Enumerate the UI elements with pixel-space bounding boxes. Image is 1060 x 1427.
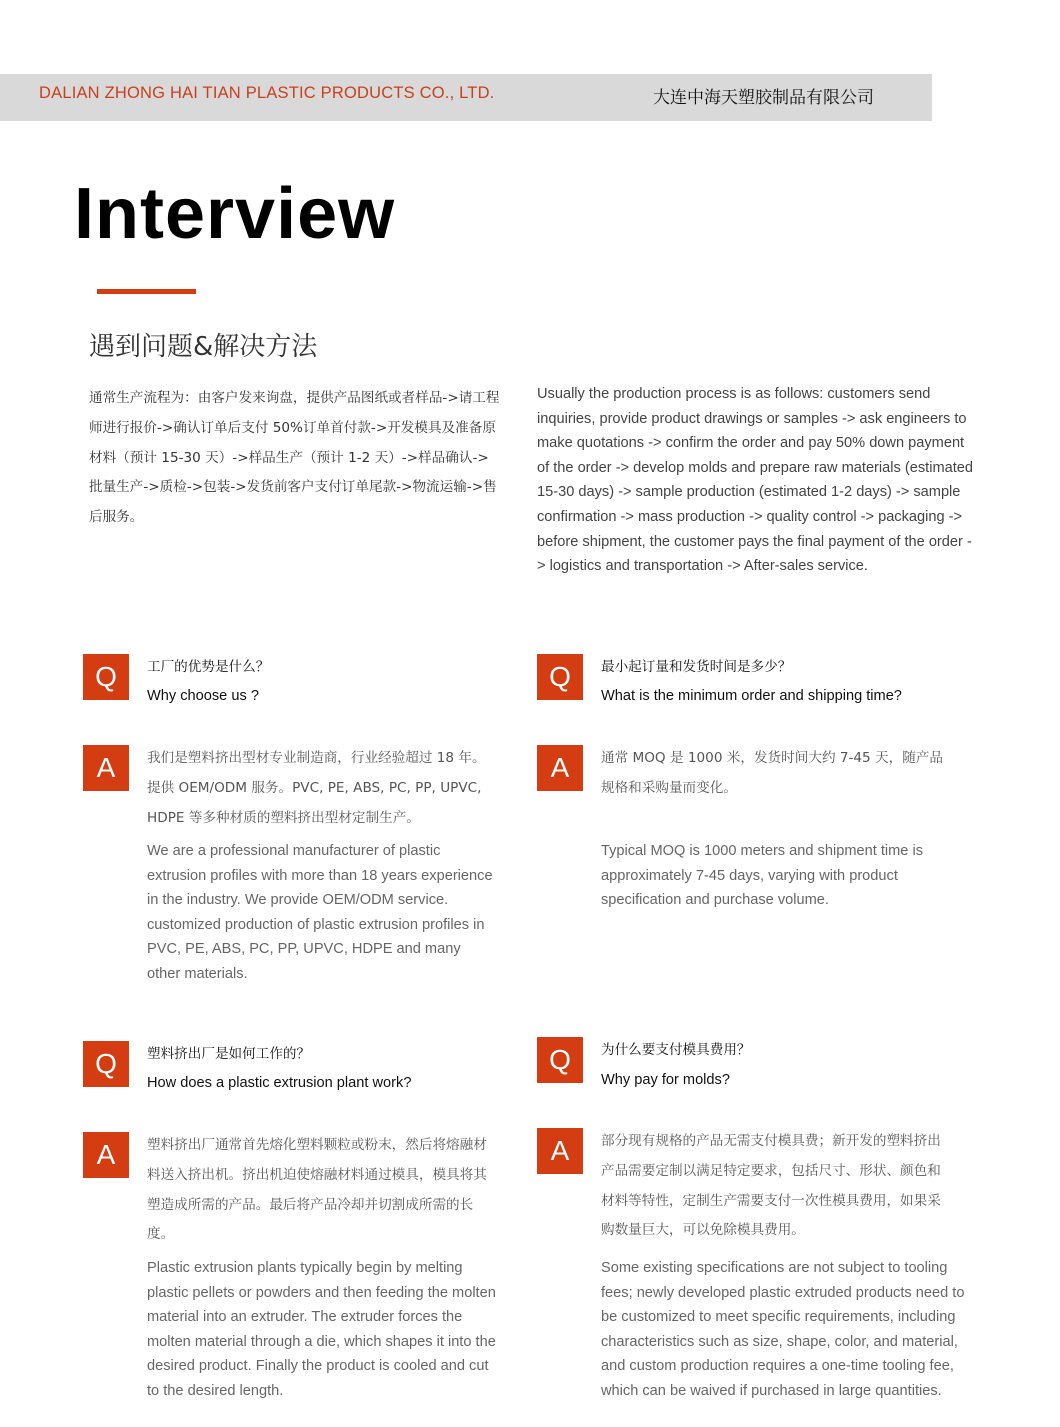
faq-question-cn: 塑料挤出厂是如何工作的？ (147, 1046, 311, 1062)
faq-question-cn: 最小起订量和发货时间是多少？ (601, 659, 792, 675)
section-subtitle: 遇到问题&解决方法 (89, 332, 318, 362)
faq-answer-en: Typical MOQ is 1000 meters and shipment time is approximately 7-45 days, varying with product specification and purchase volume. (601, 843, 923, 909)
faq-question-cn: 工厂的优势是什么？ (147, 659, 270, 675)
faq-answer-en: Some existing specifications are not subject to tooling fees; newly developed plastic extruded products need to be customized to meet specific requirements, including characteristics such as size, shape, color, and material, and custom production requires a one-time tooling fee, which can be waived if purchased in large quantities. (601, 1260, 965, 1399)
faq-answer-cn: 塑料挤出厂通常首先熔化塑料颗粒或粉末，然后将熔融材料送入挤出机。挤出机迫使熔融材料通过模具，模具将其塑造成所需的产品。最后将产品冷却并切割成所需的长度。 (147, 1137, 487, 1243)
faq-question-en: Why pay for molds? (601, 1072, 730, 1088)
answer-badge-icon: A (83, 745, 129, 791)
question-badge-icon: Q (83, 1041, 129, 1087)
faq-answer-cn: 部分现有规格的产品无需支付模具费；新开发的塑料挤出产品需要定制以满足特定要求，包括尺寸、形状、颜色和材料等特性，定制生产需要支付一次性模具费用，如果采购数量巨大，可以免除模具费用。 (601, 1133, 941, 1239)
faq-question-en: Why choose us ? (147, 688, 259, 704)
faq-question-en: How does a plastic extrusion plant work? (147, 1075, 412, 1091)
question-badge-icon: Q (537, 654, 583, 700)
company-name-cn: 大连中海天塑胶制品有限公司 (653, 88, 874, 108)
faq-answer-en: We are a professional manufacturer of plastic extrusion profiles with more than 18 years experience in the industry. We provide OEM/ODM service. customized production of plastic extrusion profiles in PVC, PE, ABS, PC, PP, UPVC, HDPE and many other materials. (147, 843, 493, 982)
answer-badge-icon: A (537, 745, 583, 791)
intro-text-cn: 通常生产流程为：由客户发来询盘，提供产品图纸或者样品->请工程师进行报价->确认订单后支付 50%订单首付款->开发模具及准备原材料（预计 15-30 天）->样品生产（预计 1-2 天）->样品确认->批量生产->质检->包装->发货前客户支付订单尾款->物流运输->售后服务。 (89, 390, 500, 526)
company-name-en: DALIAN ZHONG HAI TIAN PLASTIC PRODUCTS CO., LTD. (39, 84, 495, 102)
answer-badge-icon: A (83, 1132, 129, 1178)
faq-answer-cn: 我们是塑料挤出型材专业制造商，行业经验超过 18 年。提供 OEM/ODM 服务。PVC, PE, ABS, PC, PP, UPVC, HDPE 等多种材质的塑料挤出型材定制生产。 (147, 750, 486, 826)
answer-badge-icon: A (537, 1128, 583, 1174)
intro-text-en: Usually the production process is as follows: customers send inquiries, provide product drawings or samples -> ask engineers to make quotations -> confirm the order and pay 50% down payment of the order -> develop molds and prepare raw materials (estimated 15-30 days) -> sample production (estimated 1-2 days) -> sample confirmation -> mass production -> quality control -> packaging -> before shipment, the customer pays the final payment of the order -> logistics and transportation -> After-sales service. (537, 386, 974, 575)
faq-question-cn: 为什么要支付模具费用？ (601, 1042, 751, 1058)
accent-divider (97, 289, 196, 294)
faq-question-en: What is the minimum order and shipping time? (601, 688, 902, 704)
faq-answer-cn: 通常 MOQ 是 1000 米，发货时间大约 7-45 天，随产品规格和采购量而变化。 (601, 750, 943, 796)
page-title: Interview (74, 174, 396, 254)
question-badge-icon: Q (83, 654, 129, 700)
faq-answer-en: Plastic extrusion plants typically begin by melting plastic pellets or powders and then feeding the molten material into an extruder. The extruder forces the molten material through a die, which shapes it into the desired product. Finally the product is cooled and cut to the desired length. (147, 1260, 496, 1399)
question-badge-icon: Q (537, 1037, 583, 1083)
